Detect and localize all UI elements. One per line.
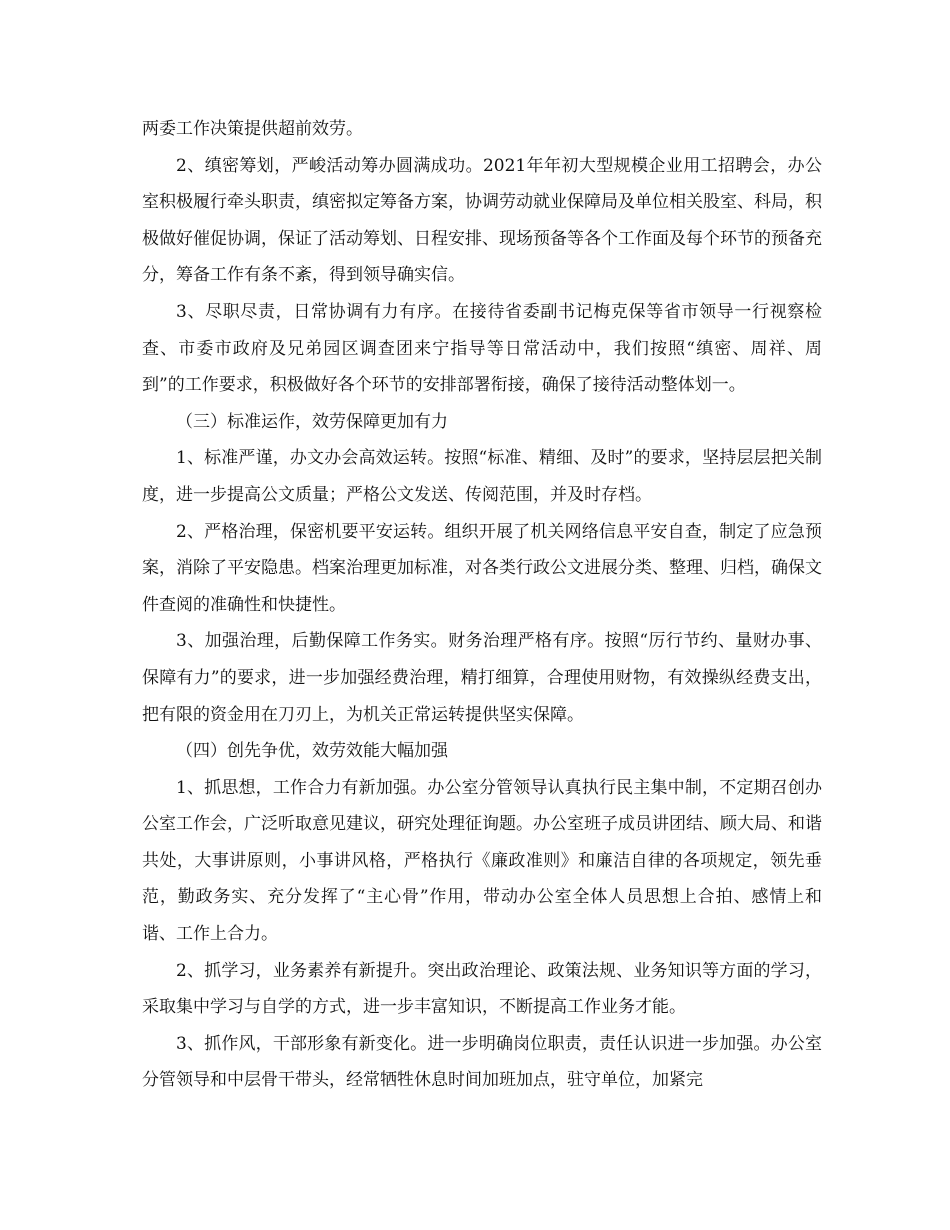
paragraph-item-2-learning: 2、抓学习，业务素养有新提升。突出政治理论、政策法规、业务知识等方面的学习，采取集中学习与自学的方式，进一步丰富知识，不断提高工作业务才能。: [142, 960, 822, 1018]
paragraph-item-2-security: 2、严格治理，保密机要平安运转。组织开展了机关网络信息平安自查，制定了应急预案，消除了平安隐患。档案治理更加标准，对各类行政公文进展分类、整理、归档，确保文件查阅的准确性和快捷性。: [142, 521, 822, 615]
section-heading-3: （三）标准运作，效劳保障更加有力: [176, 411, 448, 432]
paragraph-item-3-coordination: 3、尽职尽责，日常协调有力有序。在接待省委副书记梅克保等省市领导一行视察检查、市委市政府及兄弟园区调查团来宁指导等日常活动中，我们按照“缜密、周祥、周到”的工作要求，积极做好各个环节的安排部署衔接，确保了接待活动整体划一。: [142, 301, 822, 396]
paragraph-item-2-planning: 2、缜密筹划，严峻活动筹办圆满成功。2021年年初大型规模企业用工招聘会，办公室积极履行牵头职责，缜密拟定筹备方案，协调劳动就业保障局及单位相关股室、科局，积极做好催促协调，保证了活动筹划、日程安排、现场预备等各个工作面及每个环节的预备充分，筹备工作有条不紊，得到领导确实信。: [142, 155, 822, 286]
paragraph-item-3-style: 3、抓作风，干部形象有新变化。进一步明确岗位职责，责任认识进一步加强。办公室分管领导和中层骨干带头，经常牺牲休息时间加班加点，驻守单位，加紧完: [142, 1033, 822, 1091]
paragraph-item-1-thought: 1、抓思想，工作合力有新加强。办公室分管领导认真执行民主集中制，不定期召创办公室工作会，广泛听取意见建议，研究处理征询题。办公室班子成员讲团结、顾大局、和谐共处，大事讲原则，小事讲风格，严格执行《廉政准则》和廉洁自律的各项规定，领先垂范，勤政务实、充分发挥了“主心骨”作用，带动办公室全体人员思想上合拍、感情上和谐、工作上合力。: [142, 777, 822, 945]
document-body: [142, 111, 822, 1099]
paragraph-item-1-documents: 1、标准严谨，办文办会高效运转。按照“标准、精细、及时”的要求，坚持层层把关制度，进一步提高公文质量；严格公文发送、传阅范围，并及时存档。: [142, 448, 822, 505]
section-heading-4: （四）创先争优，效劳效能大幅加强: [176, 741, 448, 762]
paragraph-continuation: 两委工作决策提供超前效劳。: [142, 119, 363, 139]
paragraph-item-3-logistics: 3、加强治理，后勤保障工作务实。财务治理严格有序。按照“厉行节约、量财办事、保障有力”的要求，进一步加强经费治理，精打细算，合理使用财物，有效操纵经费支出，把有限的资金用在刀刃上，为机关正常运转提供坚实保障。: [142, 631, 822, 725]
